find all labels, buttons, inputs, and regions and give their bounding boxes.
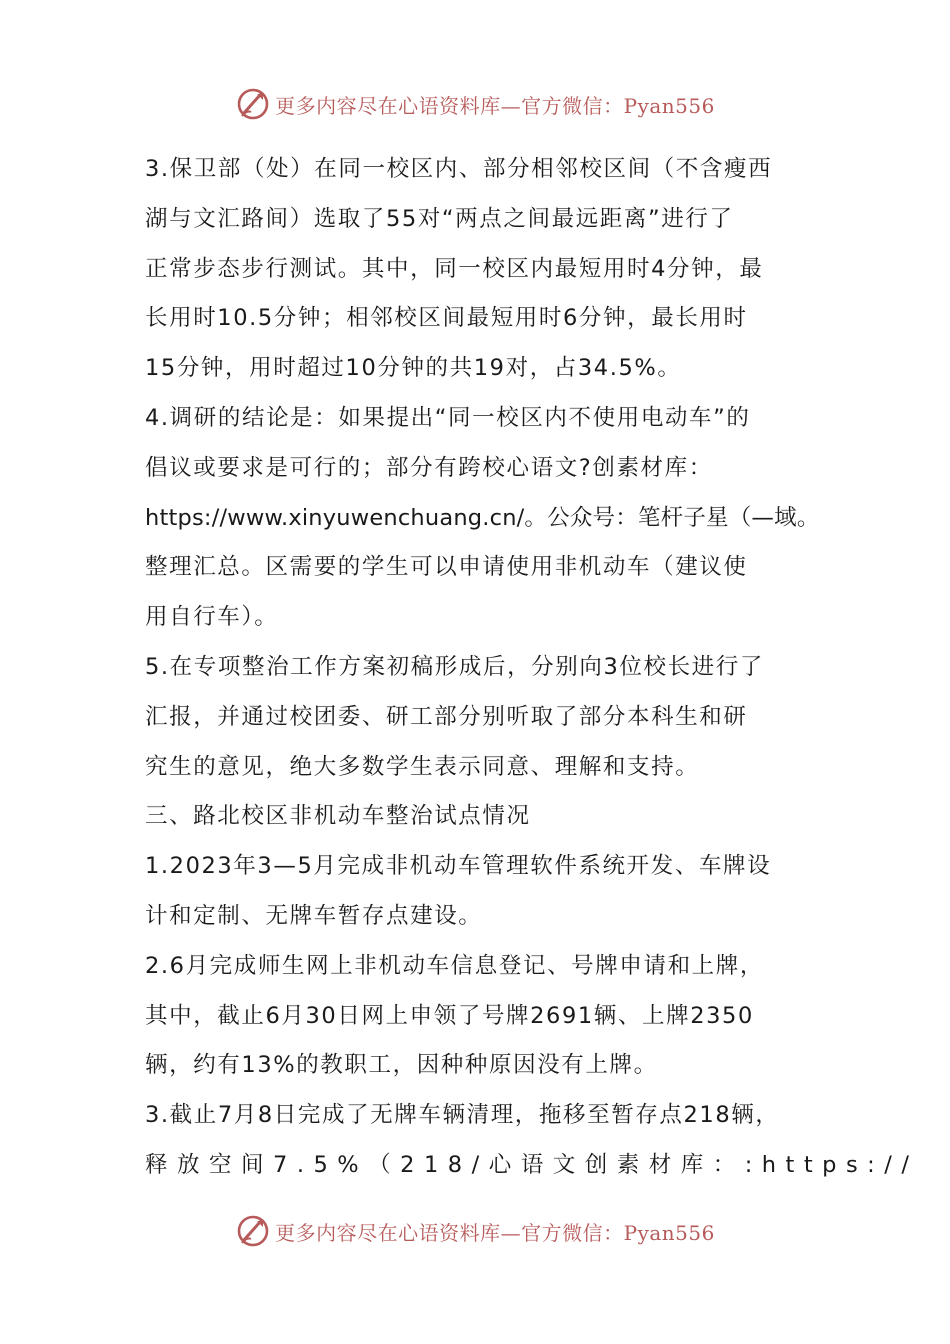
text-line: 1.2023年3—5月完成非机动车管理软件系统开发、车牌设 xyxy=(145,853,772,880)
text-line: https://www.xinyuwenchuang.cn/。公众号：笔杆子星（—域。 xyxy=(145,504,820,531)
text-line: 5.在专项整治工作方案初稿形成后，分别向3位校长进行了 xyxy=(145,653,764,680)
document-body xyxy=(145,145,919,1191)
text-line: 计和定制、无牌车暂存点建设。 xyxy=(145,902,483,929)
text-line: 其中，截止6月30日网上申领了号牌2691辆、上牌2350 xyxy=(145,1002,754,1029)
text-line: 15分钟，用时超过10分钟的共19对，占34.5%。 xyxy=(145,355,682,382)
text-line: 汇报，并通过校团委、研工部分别听取了部分本科生和研 xyxy=(145,703,748,730)
text-line: 湖与文汇路间）选取了55对“两点之间最远距离”进行了 xyxy=(145,205,734,232)
text-line: 辆，约有13%的教职工，因种种原因没有上牌。 xyxy=(145,1052,658,1079)
text-line: 正常步态步行测试。其中，同一校区内最短用时4分钟，最 xyxy=(145,255,764,282)
text-line: 3.保卫部（处）在同一校区内、部分相邻校区间（不含瘦西 xyxy=(145,156,773,182)
section-heading: 三、路北校区非机动车整治试点情况 xyxy=(145,803,531,830)
text-line: 3.截止7月8日完成了无牌车辆清理，拖移至暂存点218辆， xyxy=(145,1102,780,1129)
watermark-text: 更多内容尽在心语资料库—官方微信：Pyan556 xyxy=(275,1220,715,1245)
text-line: 4.调研的结论是：如果提出“同一校区内不使用电动车”的 xyxy=(145,404,751,431)
text-line: 整理汇总。区需要的学生可以申请使用非机动车（建议使 xyxy=(145,554,748,581)
pen-logo-icon xyxy=(235,86,271,122)
watermark-text: 更多内容尽在心语资料库—官方微信：Pyan556 xyxy=(275,93,715,118)
text-line: 究生的意见，绝大多数学生表示同意、理解和支持。 xyxy=(145,753,700,780)
pen-logo-icon xyxy=(235,1213,271,1249)
text-line: 2.6月完成师生网上非机动车信息登记、号牌申请和上牌， xyxy=(145,952,764,979)
text-line: 倡议或要求是可行的；部分有跨校心语文?创素材库： xyxy=(145,454,713,481)
header-watermark xyxy=(0,82,950,126)
text-line: 长用时10.5分钟；相邻校区间最短用时6分钟，最长用时 xyxy=(145,305,748,332)
footer-watermark xyxy=(0,1209,950,1253)
text-line: 用自行车）。 xyxy=(145,604,279,631)
text-line: 释放空间7.5%（218/心语文创素材库：:https:// xyxy=(145,1151,919,1178)
